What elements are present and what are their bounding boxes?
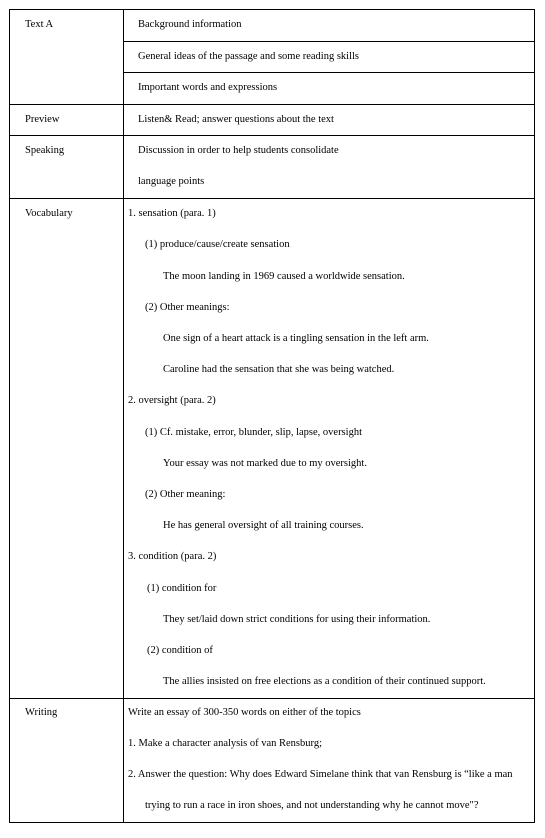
vocab-example: Your essay was not marked due to my oversight. — [163, 458, 367, 469]
vocab-example: The moon landing in 1969 caused a worldwide sensation. — [163, 271, 405, 282]
vocab-example: The allies insisted on free elections as a condition of their continued support. — [163, 676, 486, 687]
preview-content: Listen& Read; answer questions about the text — [138, 114, 334, 125]
vocab-example: They set/laid down strict conditions for using their information. — [163, 614, 431, 625]
vocab-subitem: (2) Other meanings: — [145, 302, 230, 313]
subrow-divider-1 — [123, 41, 535, 42]
row-divider-preview — [9, 135, 535, 136]
vocab-example: He has general oversight of all training courses. — [163, 520, 364, 531]
row-label-vocabulary: Vocabulary — [25, 208, 73, 219]
vocab-subitem: (1) condition for — [147, 583, 217, 594]
writing-topic-continued: trying to run a race in iron shoes, and not understanding why he cannot move"? — [145, 800, 479, 811]
vocab-example: One sign of a heart attack is a tingling sensation in the left arm. — [163, 333, 429, 344]
row-label-preview: Preview — [25, 114, 60, 125]
vocab-subitem: (2) condition of — [147, 645, 213, 656]
vocab-subitem: (2) Other meaning: — [145, 489, 226, 500]
speaking-line: Discussion in order to help students consolidate — [138, 145, 339, 156]
vocab-heading: 1. sensation (para. 1) — [128, 208, 216, 219]
schedule-table — [9, 9, 535, 823]
row-label-text-a: Text A — [25, 19, 54, 30]
row-divider-text-a — [9, 104, 535, 105]
vocab-heading: 3. condition (para. 2) — [128, 551, 217, 562]
text-a-item: Important words and expressions — [138, 82, 278, 93]
vocab-subitem: (1) Cf. mistake, error, blunder, slip, lapse, oversight — [145, 427, 362, 438]
row-label-speaking: Speaking — [25, 145, 65, 156]
column-divider — [123, 9, 124, 823]
row-label-writing: Writing — [25, 707, 58, 718]
subrow-divider-2 — [123, 72, 535, 73]
vocab-heading: 2. oversight (para. 2) — [128, 395, 216, 406]
writing-line: Write an essay of 300-350 words on either of the topics — [128, 707, 361, 718]
row-divider-speaking — [9, 198, 535, 199]
speaking-line: language points — [138, 176, 205, 187]
writing-topic: 1. Make a character analysis of van Rensburg; — [128, 738, 322, 749]
vocab-subitem: (1) produce/cause/create sensation — [145, 239, 290, 250]
text-a-item: General ideas of the passage and some reading skills — [138, 51, 360, 62]
text-a-item: Background information — [138, 19, 242, 30]
row-divider-vocabulary — [9, 698, 535, 699]
writing-topic: 2. Answer the question: Why does Edward Simelane think that van Rensburg is “like a man — [128, 769, 513, 780]
vocab-example: Caroline had the sensation that she was being watched. — [163, 364, 395, 375]
